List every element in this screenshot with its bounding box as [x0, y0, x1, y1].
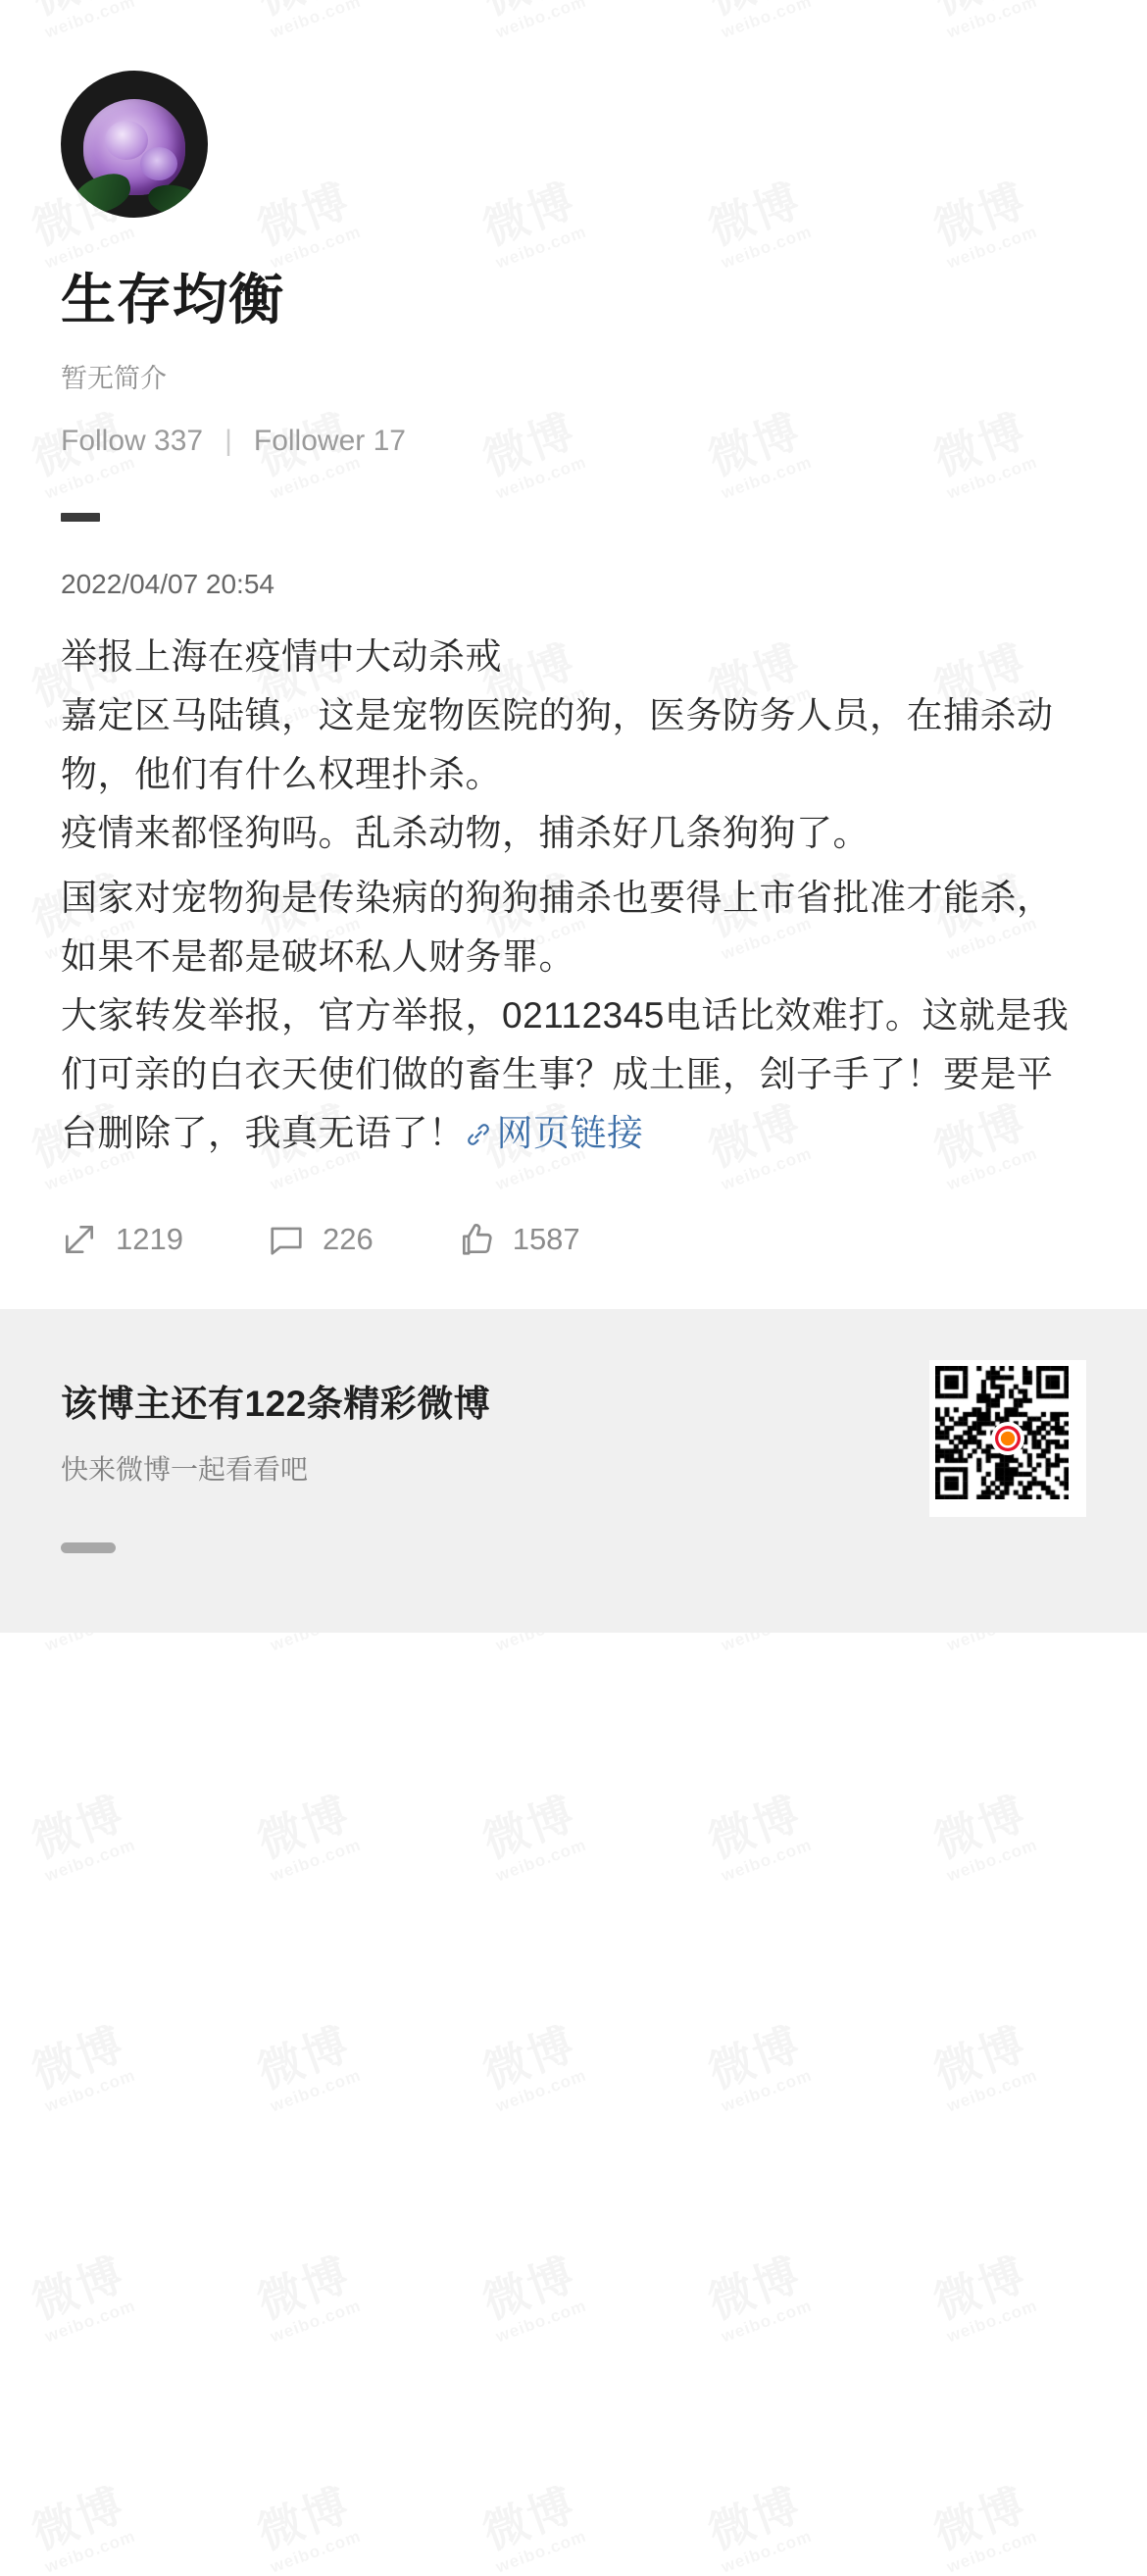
- post-content: [61, 628, 1086, 1164]
- avatar-leaf-icon: [69, 169, 135, 218]
- avatar-petal-icon: [140, 147, 177, 180]
- watermark-text: [927, 2481, 1039, 2575]
- post-paragraph: 国家对宠物狗是传染病的狗狗捕杀也要得上市省批准才能杀，如果不是都是破坏私人财务罪。: [61, 877, 1054, 977]
- like-count: 1587: [512, 1222, 580, 1257]
- profile-bio: 暂无简介: [61, 364, 167, 393]
- post-actions: [61, 1221, 1086, 1309]
- watermark-text: [476, 2020, 588, 2114]
- app-promo-footer: [0, 1309, 1147, 1633]
- post-timestamp: 2022/04/07 20:54: [61, 569, 274, 599]
- section-divider: [61, 513, 100, 522]
- watermark-text: [25, 2250, 137, 2345]
- watermark-text: [476, 1790, 588, 1884]
- post-paragraph: 嘉定区马陆镇，这是宠物医院的狗，医务防务人员，在捕杀动物，他们有什么权理扑杀。: [61, 694, 1054, 794]
- stats-divider: |: [224, 425, 232, 457]
- weibo-logo-icon: [991, 1422, 1024, 1455]
- watermark-text: [251, 2481, 363, 2575]
- footer-subtitle: 快来微博一起看看吧: [61, 1454, 309, 1486]
- follow-count[interactable]: Follow 337: [61, 425, 204, 457]
- watermark-text: [251, 2250, 363, 2345]
- web-link[interactable]: [466, 1113, 644, 1153]
- watermark-text: [476, 2481, 588, 2575]
- post-paragraph-text: 大家转发举报，官方举报，02112345电话比效难打。这就是我们可亲的白衣天使们做的畜生事？成土匪，刽子手了！要是平台删除了，我真无语了！: [61, 994, 1070, 1153]
- post-paragraph: 举报上海在疫情中大动杀戒: [61, 636, 502, 677]
- watermark-text: [927, 1790, 1039, 1884]
- repost-count: 1219: [116, 1222, 183, 1257]
- profile-header: [0, 0, 1147, 458]
- watermark-text: [25, 1790, 137, 1884]
- comment-button[interactable]: [268, 1221, 374, 1258]
- watermark-text: [476, 2250, 588, 2345]
- post-paragraph-with-link: [61, 986, 1086, 1165]
- watermark-text: [702, 2481, 814, 2575]
- home-indicator: [61, 1542, 116, 1553]
- comment-count: 226: [322, 1222, 374, 1257]
- comment-icon: [268, 1221, 305, 1258]
- web-link-label: 网页链接: [496, 1112, 644, 1153]
- post-paragraph: 疫情来都怪狗吗。乱杀动物，捕杀好几条狗狗了。: [61, 812, 870, 853]
- qr-code[interactable]: [929, 1360, 1086, 1517]
- repost-button[interactable]: [61, 1221, 183, 1258]
- watermark-text: [251, 1790, 363, 1884]
- footer-title: 该博主还有122条精彩微博: [61, 1384, 491, 1425]
- watermark-text: [702, 2250, 814, 2345]
- watermark-text: [927, 2020, 1039, 2114]
- watermark-text: [25, 2020, 137, 2114]
- watermark-text: [702, 1790, 814, 1884]
- link-icon: [466, 1106, 491, 1165]
- watermark-text: [251, 2020, 363, 2114]
- watermark-text: [702, 2020, 814, 2114]
- post-card: [0, 569, 1147, 1309]
- avatar[interactable]: [61, 71, 208, 218]
- thumbs-up-icon: [458, 1221, 495, 1258]
- profile-stats: [61, 425, 1086, 458]
- profile-nickname: 生存均衡: [61, 269, 284, 330]
- like-button[interactable]: [458, 1221, 580, 1258]
- avatar-petal-icon: [105, 121, 148, 160]
- footer-text-block: [61, 1309, 490, 1553]
- watermark-text: [25, 2481, 137, 2575]
- watermark-text: [927, 2250, 1039, 2345]
- repost-icon: [61, 1221, 98, 1258]
- follower-count[interactable]: Follower 17: [253, 425, 406, 457]
